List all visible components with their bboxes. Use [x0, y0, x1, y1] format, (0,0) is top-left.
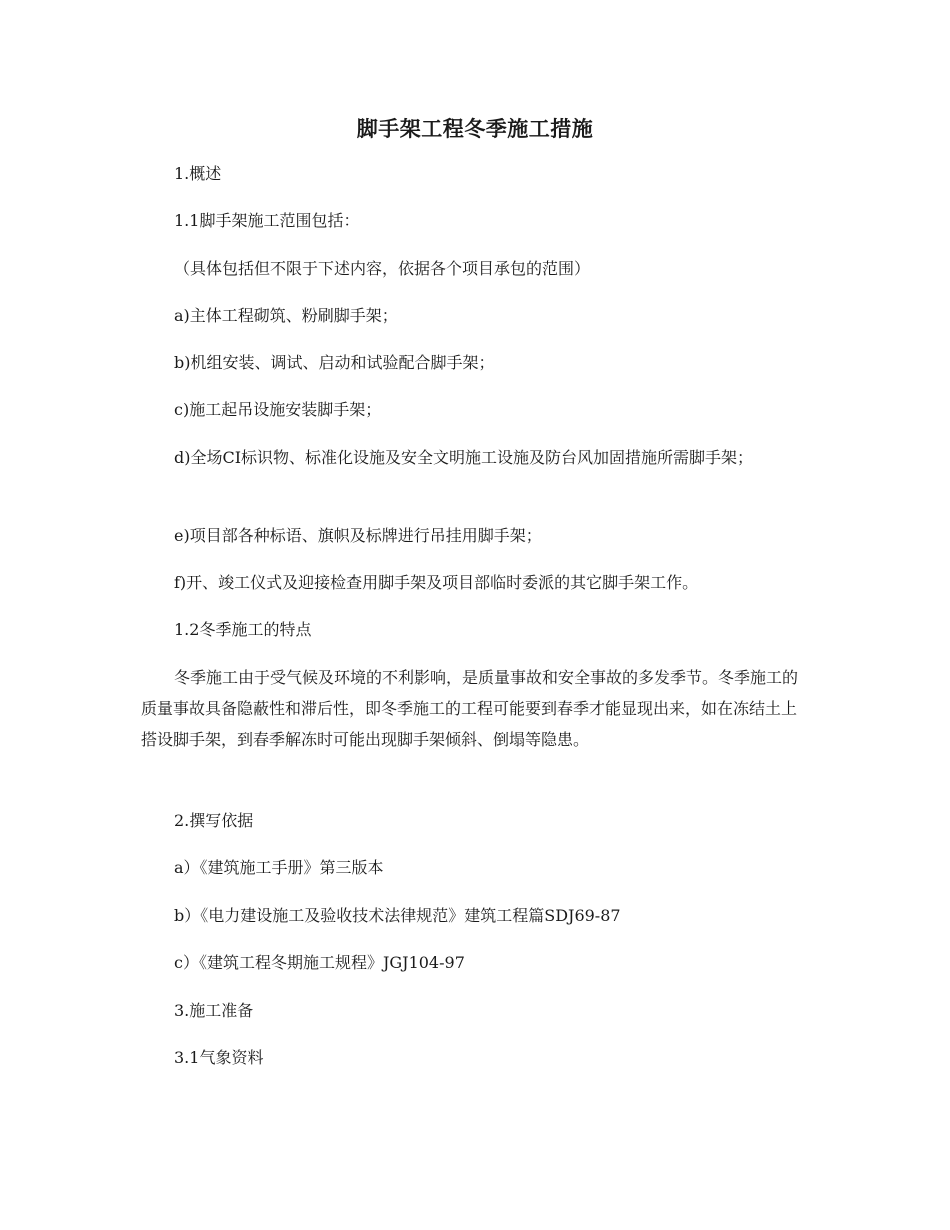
heading-preparation: 3.施工准备	[174, 1001, 254, 1020]
subheading-scope: 1.1脚手架施工范围包括：	[174, 211, 360, 230]
document-title: 脚手架工程冬季施工措施	[356, 116, 594, 141]
heading-basis: 2.撰写依据	[174, 811, 254, 830]
subheading-weather-data: 3.1气象资料	[174, 1048, 264, 1067]
scope-item-d: d)全场CI标识物、标准化设施及安全文明施工设施及防台风加固措施所需脚手架；	[174, 448, 754, 467]
subheading-winter-features: 1.2冬季施工的特点	[174, 620, 312, 639]
basis-item-b: b）《电力建设施工及验收技术法律规范》建筑工程篇SDJ69-87	[174, 906, 621, 925]
scope-item-f: f)开、竣工仪式及迎接检查用脚手架及项目部临时委派的其它脚手架工作。	[174, 573, 699, 592]
scope-item-c: c)施工起吊设施安装脚手架；	[174, 400, 382, 419]
basis-item-a: a）《建筑施工手册》第三版本	[174, 858, 384, 877]
heading-overview: 1.概述	[174, 164, 222, 183]
winter-features-body: 冬季施工由于受气候及环境的不利影响，是质量事故和安全事故的多发季节。冬季施工的质量事故具备隐蔽性和滞后性，即冬季施工的工程可能要到春季才能显现出来，如在冻结土上搭设脚手架，到春季解冻时可能出现脚手架倾斜、倒塌等隐患。	[141, 668, 799, 749]
scope-item-a: a)主体工程砌筑、粉刷脚手架；	[174, 306, 398, 325]
scope-item-b: b)机组安装、调试、启动和试验配合脚手架；	[174, 353, 495, 372]
scope-note: （具体包括但不限于下述内容，依据各个项目承包的范围）	[174, 259, 591, 278]
basis-item-c: c）《建筑工程冬期施工规程》JGJ104-97	[174, 953, 465, 972]
scope-item-e: e)项目部各种标语、旗帜及标牌进行吊挂用脚手架；	[174, 526, 542, 545]
